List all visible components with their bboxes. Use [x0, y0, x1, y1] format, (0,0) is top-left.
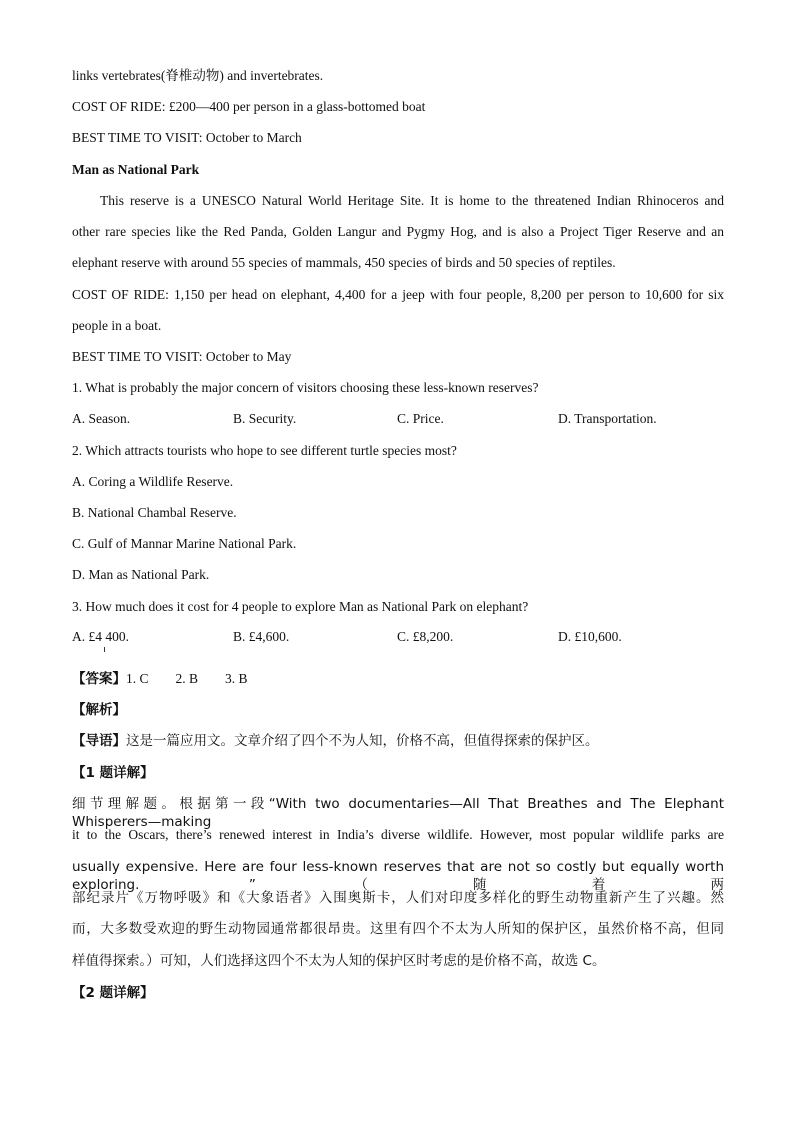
stray-mark — [104, 647, 105, 652]
q2-option-b: B. National Chambal Reserve. — [72, 505, 237, 520]
q2-option-c: C. Gulf of Mannar Marine National Park. — [72, 536, 297, 551]
question-1: 1. What is probably the major concern of visitors choosing these less-known reserves? — [72, 380, 539, 395]
passage-line-5: This reserve is a UNESCO Natural World Heritage Site. It is home to the threatened Indian Rhinoceros and — [100, 193, 724, 208]
q2-option-a: A. Coring a Wildlife Reserve. — [72, 474, 234, 489]
q1-option-a: A. Season. — [72, 411, 131, 426]
section-heading-man-as: Man as National Park — [72, 162, 200, 177]
answer-row — [72, 670, 724, 688]
guide-tag: 【导语】 — [72, 733, 126, 749]
question-2: 2. Which attracts tourists who hope to see different turtle species most? — [72, 443, 457, 458]
q3-option-b: B. £4,600. — [233, 629, 290, 644]
q2-option-d: D. Man as National Park. — [72, 567, 210, 582]
q1-option-b: B. Security. — [233, 411, 297, 426]
q3-option-c: C. £8,200. — [397, 629, 454, 644]
question-3: 3. How much does it cost for 4 people to explore Man as National Park on elephant? — [72, 599, 529, 614]
detail-1-line-6: 样值得探索。）可知，人们选择这四个不太为人知的保护区时考虑的是价格不高，故选 C。 — [72, 953, 606, 969]
passage-line-9: people in a boat. — [72, 318, 162, 333]
q1-option-d: D. Transportation. — [558, 411, 657, 426]
detail-1-line-3: usually expensive. Here are four less-known reserves that are not so costly but equally worth exploring. ”（随着两 — [72, 859, 724, 893]
cost-of-ride-man-as: COST OF RIDE: 1,150 per head on elephant, 4,400 for a jeep with four people, 8,200 per person to 10,600 for six — [72, 287, 724, 302]
best-time-gulf: BEST TIME TO VISIT: October to March — [72, 130, 302, 145]
detail-1-line-2: it to the Oscars, there’s renewed interest in India’s diverse wildlife. However, most popular wildlife parks are — [72, 827, 724, 842]
cost-of-ride-gulf: COST OF RIDE: £200—400 per person in a glass-bottomed boat — [72, 99, 426, 114]
detail-2-tag: 【2 题详解】 — [72, 985, 154, 1001]
q3-option-d: D. £10,600. — [558, 629, 622, 644]
guide-text: 这是一篇应用文。文章介绍了四个不为人知，价格不高，但值得探索的保护区。 — [126, 733, 599, 749]
guide-row — [72, 732, 724, 750]
passage-line-1: links vertebrates(脊椎动物) and invertebrates. — [72, 68, 324, 83]
detail-1-tag: 【1 题详解】 — [72, 765, 154, 781]
answer-values: 1. C 2. B 3. B — [126, 671, 248, 686]
q3-option-a: A. £4 400. — [72, 629, 129, 644]
detail-1-line-5: 而，大多数受欢迎的野生动物园通常都很昂贵。这里有四个不太为人所知的保护区，虽然价格不高，但同 — [72, 921, 724, 937]
detail-1-line-1: 细节理解题。根据第一段“With two documentaries—All That Breathes and The Elephant Whisperers—making — [72, 796, 724, 830]
passage-line-7: elephant reserve with around 55 species of mammals, 450 species of birds and 50 species of reptiles. — [72, 255, 616, 270]
passage-line-6: other rare species like the Red Panda, Golden Langur and Pygmy Hog, and is also a Project Tiger Reserve and an — [72, 224, 724, 239]
answer-tag: 【答案】 — [72, 671, 126, 687]
q1-option-c: C. Price. — [397, 411, 444, 426]
analysis-tag: 【解析】 — [72, 702, 126, 718]
best-time-man-as: BEST TIME TO VISIT: October to May — [72, 349, 292, 364]
detail-1-line-4: 部纪录片《万物呼吸》和《大象语者》入围奥斯卡，人们对印度多样化的野生动物重新产生了兴趣。然 — [72, 890, 724, 906]
